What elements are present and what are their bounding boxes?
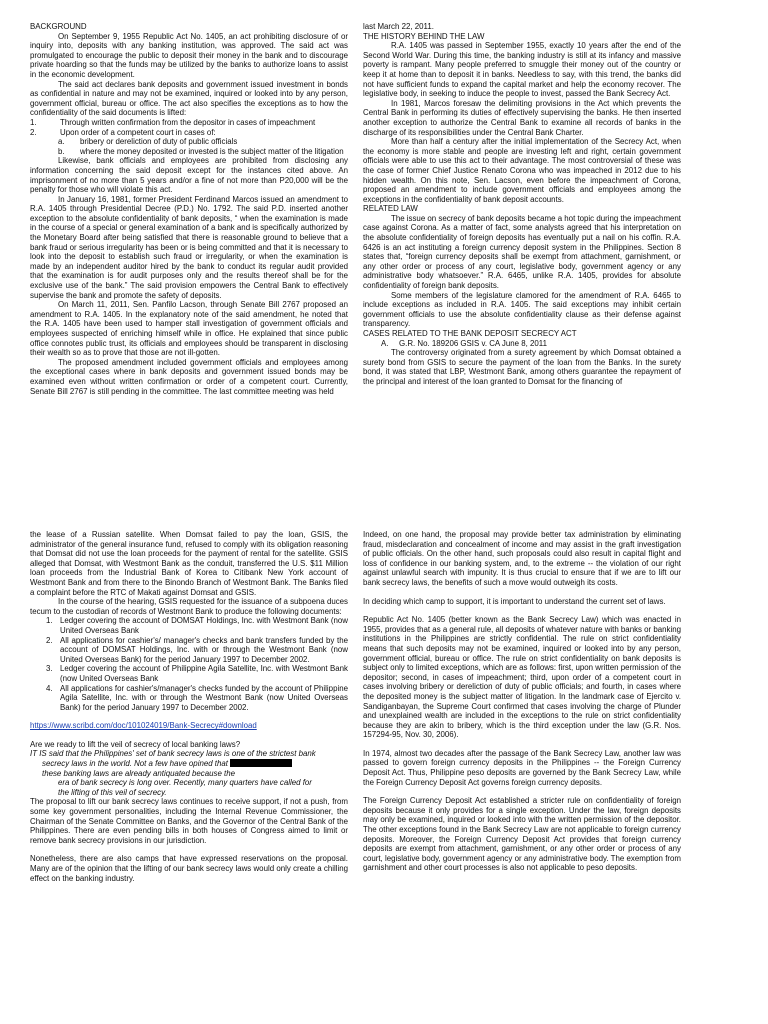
page-bottom-section — [0, 530, 768, 1000]
paragraph: The issue on secrecy of bank deposits became a hot topic during the impeachment case against Corona. As a matter of fact, some analysts agreed that his interpretation on the absolute confidentiality of foreign deposits has eventually put a nail on his coffin. R.A. 6426 is an act instituting a foreign currency deposit system in the Philippines. Section 8 states that, “foreign currency deposits shall be exempt from attachment, garnishment, or any other order or process of any court, legislative body, government agency or any administrative body whatsoever.” R.A. 6465, unlike R.A. 1405, provides for absolute confidentiality of foreign bank deposits. — [363, 213, 681, 291]
list-item — [30, 118, 348, 128]
paragraph: Nonetheless, there are also camps that have expressed reservations on the proposal. Many are of the opinion that the lifting of our bank secrecy laws would only create a chilling effect on the banking industry. — [30, 854, 348, 883]
background-heading: BACKGROUND — [30, 22, 87, 31]
paragraph: In deciding which camp to support, it is important to understand the current set of laws. — [363, 596, 666, 606]
list-item-text: bribery or dereliction of duty of public officials — [80, 137, 238, 147]
list-item — [30, 128, 348, 138]
list-item-text: All applications for cashier's/manager's checks funded by the account of Philippine Agila Satellite, Inc. with or through the Westmont Bank (now United Overseas Bank) for the period January 1997 to December 2002. — [60, 683, 348, 712]
sublist-item — [30, 137, 348, 147]
list-item-text: where the money deposited or invested is the subject matter of the litigation — [80, 146, 344, 156]
list-marker: a. — [58, 137, 65, 147]
paragraph: Some members of the legislature clamored for the amendment of R.A. 6465 to include exceptions as included in R.A. 1405. The said exceptions may inhibit certain government officials to use the absolute confidentiality clause as their defense against transparency. — [363, 290, 681, 329]
document-list-item — [30, 664, 348, 683]
paragraph: On March 11, 2011, Sen. Panfilo Lacson, through Senate Bill 2767 proposed an amendment to R.A. 1405. In the explanatory note of the said amendment, he noted that the R.A. 1405 have been used to hamper stall investigation of government officials and employees suspected of enriching himself while in office. He explained that since public office connotes public trust, its officials and employees should be transparent in disclosing their wealth so as to prove that those are not ill-gotten. — [30, 300, 348, 358]
paragraph: The controversy originated from a surety agreement by which Domsat obtained a surety bond from GSIS to secure the payment of the loan from the Banks. In the surety bond, it was stated that LBP, Westmont Bank, among others guarantee the repayment of the principal and interest of the loan granted to Domsat for the financing of — [363, 348, 681, 386]
paragraph: Are we ready to lift the veil of secrecy of local banking laws? — [30, 739, 241, 749]
list-item-text: Ledger covering the account of Philippine Agila Satellite, Inc. with Westmont Bank (now United Overseas Bank — [60, 664, 348, 683]
bottom-right-column — [363, 530, 681, 873]
document-list-item — [30, 616, 348, 635]
list-item-text: Through written confirmation from the depositor in cases of impeachment — [60, 117, 316, 127]
top-left-column — [30, 22, 348, 396]
quote-line: the lifting of this veil of secrecy. — [58, 787, 167, 797]
list-marker: b. — [58, 146, 65, 156]
quote-line: these banking laws are already antiquated because the — [42, 768, 236, 778]
paragraph: R.A. 1405 was passed in September 1955, exactly 10 years after the end of the Second World War. During this time, the banking industry is still at its infancy and massive poverty is rampant. Many people preferred to smuggle their money out of the country or keep it at home than to deposit it in banks. Needless to say, with this trend, the banks did not have sufficient funds to expand the capital market and help the economy recover. The legislative body, in seeking to induce the people to invest, passed the Bank Secrecy Act. — [363, 41, 681, 99]
source-link[interactable]: https://www.scribd.com/doc/101024019/Bank-Secrecy#download — [30, 721, 257, 731]
case-title: G.R. No. 189206 GSIS v. CA June 8, 2011 — [399, 338, 547, 348]
list-marker: 2. — [30, 127, 37, 137]
paragraph: the lease of a Russian satellite. When Domsat failed to pay the loan, GSIS, the administrator of the general insurance fund, refused to comply with its obligation reasoning that Domsat did not use the loan proceeds for the payment of rental for the satellite. GSIS alleged that Domsat, with Westmont Bank as the conduit, transferred the U.S. $11 Million loan proceeds from the Industrial Bank of Korea to Citibank New York account of Westmont Bank and from there to the Binondo Branch of Westmont Bank. The Banks filed a complaint before the RTC of Makati against Domsat and GSIS. — [30, 530, 348, 597]
quote-line: era of bank secrecy is long over. Recently, many quarters have called for — [58, 778, 312, 788]
list-marker: 2. — [46, 635, 53, 645]
document-list-item — [30, 684, 348, 713]
quote-line — [30, 759, 348, 769]
top-right-column — [363, 22, 681, 387]
list-item-text: All applications for cashier's/ manager's checks and bank transfers funded by the account of DOMSAT Holdings, Inc. with or through the Westmont Bank (now United Overseas Bank) for the period January 1997 to December 2002. — [60, 635, 348, 664]
history-heading: THE HISTORY BEHIND THE LAW — [363, 31, 485, 41]
paragraph: In the course of the hearing, GSIS requested for the issuance of a subpoena duces tecum to the custodian of records of Westmont Bank to produce the following documents: — [30, 597, 348, 616]
paragraph: The proposed amendment included government officials and employees among the exceptional cases where in bank deposits and government issued bonds may be examined even without written confirmation or order of a competent court. Currently, Senate Bill 2767 is still pending in the committee. The last committee meeting was held — [30, 357, 348, 396]
case-item — [363, 339, 681, 349]
paragraph: Republic Act No. 1405 (better known as the Bank Secrecy Law) which was enacted in 1955, provides that as a general rule, all deposits of whatever nature with banks or banking institutions in the Philippines are strictly confidential. The rule on strict confidentiality means that such deposits may not be examined, inquired or looked into by any person, government official, bureau or office. The rule on strict confidentiality on bank deposits is subject only to limited exceptions, which are as follows: first, upon written permission of the depositor; second, in cases of impeachment; third, upon order of a competent court in cases involving bribery or dereliction of duty of public officials; and fourth, in cases where the deposited money is the subject matter of litigation. In the landmark case of Ejercito v. Sandiganbayan, the Supreme Court confirmed that cases involving the charge of Plunder and unexplained wealth are included in the exceptions to the rule on strict confidentiality because they are akin to bribery, which is the third exception under the law (G.R. Nos. 157294-95, Nov. 30, 2006). — [363, 615, 682, 740]
paragraph: The said act declares bank deposits and government issued investment in bonds as confidential in nature and may not be examined, inquired or looked into by any person, government official, bureau or office. The act also specifies the exceptions as to how the confidentiality of the said documents is lifted: — [30, 79, 348, 118]
quote-line: IT IS said that the Philippines' set of bank secrecy laws is one of the strictest bank — [30, 749, 316, 759]
sublist-item — [30, 147, 348, 157]
paragraph: Indeed, on one hand, the proposal may provide better tax administration by eliminating fraud, misdeclaration and concealment of income and may assist in the graft investigation of public officials. On the other hand, such proposals could also result in capital flight and loss of confidence in our banking system, and, to the extreme -- the violation of our right against unlawful search with impunity. It is thus crucial to ensure that if we are to lift our bank secrecy laws, the benefits of such a move would outweigh its costs. — [363, 530, 681, 587]
paragraph: On September 9, 1955 Republic Act No. 1405, an act prohibiting disclosure of or inquiry into, deposits with any banking institution, was approved. The said act was promulgated to encourage the public to deposit their money in the bank and to discourage private hoarding so that the funds may be utilized by the banks to authorize loans to assist in the economic development. — [30, 31, 348, 79]
list-marker: A. — [381, 338, 389, 348]
page-top-section — [0, 22, 768, 492]
list-marker: 1. — [30, 117, 37, 127]
paragraph: In 1981, Marcos foresaw the delimiting provisions in the Act which prevents the Central Bank in performing its duties of effectively supervising the banks. He then inserted another exception to authorize the Central Bank to examine all records of banks in the discharge of its responsibilities under the Central Bank Charter. — [363, 98, 681, 137]
quote-text: secrecy laws in the world. Not a few have opined that — [42, 759, 228, 769]
paragraph: In January 16, 1981, former President Ferdinand Marcos issued an amendment to R.A. 1405 through Presidential Decree (P.D.) No. 1792. The said P.D. inserted another exception to the absolute confidentiality of bank deposits, “ when the examination is made in the course of a special or general examination of a bank and is specifically authorized by the Monetary Board after being satisfied that there is reasonable ground to believe that a bank fraud or serious irregularity has been or is being committed and that it is necessary to look into the deposit to establish such fraud or irregularity, or when the examination is made by an independent auditor hired by the bank to conduct its regular audit provided that the examination is for audit purposes only and the results thereof shall be for the exclusive use of the bank.” The said provision empowers the Central Bank to effectively supervise the bank and promote the safety of deposits. — [30, 194, 348, 300]
bottom-left-column — [30, 530, 348, 883]
paragraph: More than half a century after the initial implementation of the Secrecy Act, when the economy is more stable and people are investing left and right, certain government officials were able to use this act to their advantage. The most controversial of these was the case of former Chief Justice Renato Corona who was impeached in 2012 due to his hidden wealth. On this note, Sen. Lacson, even before the impeachment of Corona, proposed an amendment to include government officials and employees among the exceptions in the confidentiality of bank deposit accounts. — [363, 137, 681, 204]
list-marker: 4. — [46, 683, 53, 693]
paragraph: last March 22, 2011. — [363, 22, 434, 31]
list-marker: 3. — [46, 664, 53, 674]
paragraph: The proposal to lift our bank secrecy laws continues to receive support, if not a push, from some key government personalities, including the Internal Revenue Commissioner, the Chairman of the Senate Committee on Banks, and the Governor of the Central Bank of the Philippines. There are even pending bills in both houses of Congress aimed to limit or remove bank secrecy provisions in our jurisdiction. — [30, 797, 348, 845]
list-item-text: Upon order of a competent court in cases of: — [60, 127, 216, 137]
paragraph: The Foreign Currency Deposit Act established a stricter rule on confidentiality of foreign deposits because it only provides for a single exception. Under the law, foreign deposits may only be examined, inquired or looked into with the written permission of the depositor. The other exceptions found in the Bank Secrecy Law are not applicable to foreign currency deposits. Moreover, the Foreign Currency Deposit Act provides that foreign currency deposits are exempt from attachment, garnishment, or any other order or process of any court, legislative body, government agency or any administrative body. The exemption from garnishment and other court processes is also not applicable to peso deposits. — [363, 796, 681, 873]
paragraph: In 1974, almost two decades after the passage of the Bank Secrecy Law, another law was passed to govern foreign currency deposits in the Philippines -- the Foreign Currency Deposit Act. Thus, Philippine peso deposits are governed by the Bank Secrecy Law, while the Foreign Currency Deposit Act governs foreign currency deposits. — [363, 748, 681, 787]
redaction-block — [230, 759, 292, 767]
paragraph: Likewise, bank officials and employees are prohibited from disclosing any information concerning the said deposit except for the instances cited above. An imprisonment of no more than 5 years and/or a fine of not more than P20,000 will be the penalty for those who will violate this act. — [30, 156, 348, 195]
list-item-text: Ledger covering the account of DOMSAT Holdings, Inc. with Westmont Bank (now United Overseas Bank — [60, 616, 348, 635]
document-list-item — [30, 636, 348, 665]
cases-heading: CASES RELATED TO THE BANK DEPOSIT SECRECY ACT — [363, 329, 577, 338]
list-marker: 1. — [46, 616, 53, 626]
related-law-heading: RELATED LAW — [363, 204, 418, 214]
